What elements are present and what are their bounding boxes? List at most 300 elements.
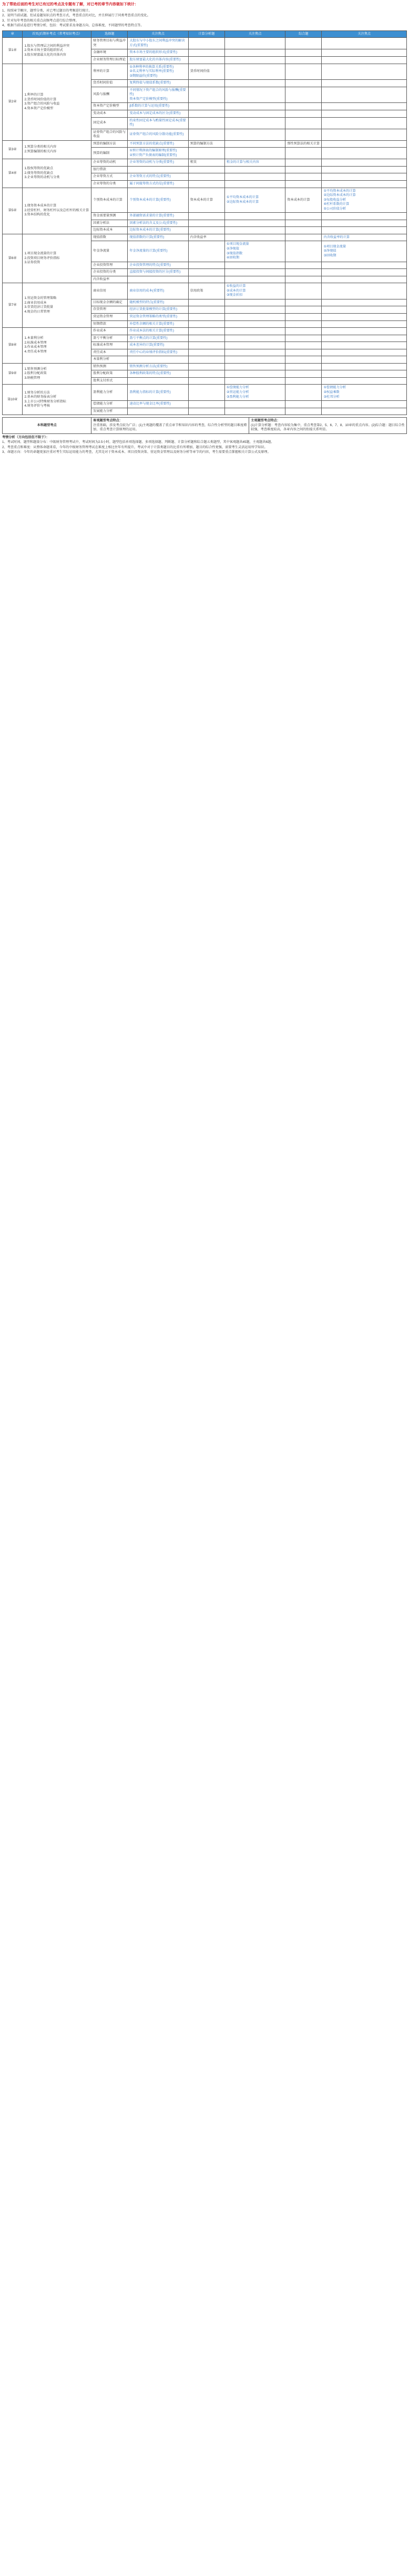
qa-focus-cell: 现值指数的计算(重要性) [128, 234, 188, 241]
qa-focus-cell: 企业筹资的动机与分类(重要性) [128, 159, 188, 167]
summary-objective [91, 418, 249, 434]
comp-label-cell [285, 241, 322, 262]
calc-focus-cell: ①偿债能力分析 ②营运能力分析 ③盈利能力分析 [224, 385, 285, 401]
header-requirement: 首页(后期补考点（常考知识考点） [23, 30, 91, 38]
qa-label-cell: 企业筹资的分类 [91, 180, 128, 188]
comp-label-cell [285, 80, 322, 87]
requirement-cell: 1.财务分析的方法 2.基本的财务报表分析 3.上市公司特殊财务分析指标 4.财务评价与考核 [23, 385, 91, 415]
comp-focus-cell: 内含收益率的计算 [322, 234, 407, 241]
calc-focus-cell [224, 180, 285, 188]
comp-focus-cell [322, 159, 407, 167]
header-comp-label: 综合题 [285, 30, 322, 38]
notes-section [2, 436, 407, 455]
calc-label-cell: 信用政策 [188, 283, 224, 299]
calc-label-cell [188, 103, 224, 110]
header-calc-focus: 关注焦点 [224, 30, 285, 38]
qa-focus-cell: 责任中心的业绩评价指标(重要性) [128, 349, 188, 356]
page [2, 2, 407, 455]
qa-label-cell: 目标现金余额的确定 [91, 299, 128, 306]
requirement-cell: 1.股东与管理层之间的利益冲突 2.资本市场主要的组织形式 3.股东财富最大化的具体内容 [23, 38, 91, 64]
comp-focus-cell [322, 148, 407, 159]
comp-focus-cell [322, 283, 407, 299]
calc-label-cell: 租赁 [188, 159, 224, 167]
qa-focus-cell [128, 377, 188, 385]
comp-focus-cell [322, 110, 407, 117]
calc-focus-cell [224, 80, 285, 87]
calc-label-cell [188, 148, 224, 159]
comp-label-cell [285, 314, 322, 321]
calc-focus-cell: ①收益的计算 ②成本的计算 ③现金折扣 [224, 283, 285, 299]
comp-label-cell [285, 110, 322, 117]
qa-focus-cell: 经济订货批量模型的计算(重要性) [128, 306, 188, 314]
calc-label-cell: 货币时间价值 [188, 64, 224, 80]
exam-topic-table [2, 30, 407, 415]
chapter-cell: 第9章 [3, 363, 23, 385]
qa-label-cell: 销售预测 [91, 363, 128, 370]
comp-label-cell [285, 401, 322, 408]
calc-focus-cell [224, 129, 285, 140]
summary-row [3, 418, 407, 434]
calc-focus-cell [224, 220, 285, 227]
comp-focus-cell [322, 57, 407, 64]
comp-focus-cell [322, 269, 407, 276]
calc-label-cell [188, 173, 224, 181]
comp-label-cell [285, 117, 322, 129]
comp-focus-cell [322, 299, 407, 306]
calc-focus-cell [224, 335, 285, 342]
comp-label-cell [285, 306, 322, 314]
table-row [3, 328, 407, 335]
comp-focus-cell [322, 80, 407, 87]
qa-focus-cell: 不同预算方法的优缺点(重要性) [128, 140, 188, 148]
calc-label-cell [188, 129, 224, 140]
requirement-cell: 1.营运资金的管理策略 2.商业信用成本 3.存货经济订货批量 4.现金的日常管理 [23, 283, 91, 328]
comp-focus-cell [322, 314, 407, 321]
qa-label-cell: 偿债能力分析 [91, 401, 128, 408]
summary-objective-title: 客观题型考点特点： [93, 419, 122, 423]
comp-label-cell [285, 173, 322, 181]
comp-label-cell: 弹性预算法的相关计算 [285, 140, 322, 148]
calc-label-cell [188, 227, 224, 234]
calc-focus-cell [224, 306, 285, 314]
qa-focus-cell [128, 408, 188, 415]
qa-label-cell: 边际资本成本 [91, 227, 128, 234]
calc-focus-cell [224, 370, 285, 378]
comp-label-cell [285, 87, 322, 103]
comp-label-cell [285, 38, 322, 49]
notes-item: 3、命题方向：今年的命题更加注重对考生实际运用能力的考查，尤其是对于资本成本、项目投资决策、营运资金管理以及财务分析等章节的内容，考生需要重点掌握相关计算公式及原理。 [2, 450, 271, 454]
table-row [3, 188, 407, 213]
comp-focus-cell [322, 328, 407, 335]
calc-focus-cell [224, 227, 285, 234]
comp-focus-cell [322, 320, 407, 328]
qa-focus-cell: 复利终值与现值系数(重要性) [128, 80, 188, 87]
qa-focus-cell: 变动成本与固定成本的区分(重要性) [128, 110, 188, 117]
comp-label-cell [285, 349, 322, 356]
comp-label-cell [285, 299, 322, 306]
intro-item: 3、针对每年考查的相关重点高频考点进行综合整理。 [2, 18, 79, 23]
calc-label-cell [188, 276, 224, 283]
table-body [3, 38, 407, 415]
qa-label-cell: 预算的编制 [91, 148, 128, 159]
calc-label-cell [188, 320, 224, 328]
notes-item: 2、考查重点和难度：从整体命题来看，今年的中级财务管理考试在难度上相比往年有所提升，考试中对于计算类题目的比重有所增加，题目的综合性更强，需要考生灵活运用所学知识。 [2, 445, 268, 449]
calc-focus-cell [224, 320, 285, 328]
comp-focus-cell [322, 64, 407, 80]
calc-focus-cell [224, 328, 285, 335]
header-calc-label: 计算分析题 [188, 30, 224, 38]
calc-label-cell [188, 269, 224, 276]
calc-focus-cell [224, 377, 285, 385]
comp-label-cell [285, 213, 322, 220]
calc-focus-cell [224, 166, 285, 173]
table-row [3, 64, 407, 80]
qa-focus-cell: 年金净流量的计算(重要性) [128, 241, 188, 262]
calc-focus-cell [224, 213, 285, 220]
table-row [3, 234, 407, 241]
comp-label-cell [285, 180, 322, 188]
notes-title: 考情分析（方向包括但不限于）： [2, 435, 49, 439]
comp-focus-cell [322, 401, 407, 408]
comp-label-cell [285, 227, 322, 234]
qa-focus-cell [128, 276, 188, 283]
qa-focus-cell: ①预计利润表的编制原理(重要性) ②预计资产负债表的编制(重要性) [128, 148, 188, 159]
comp-focus-cell [322, 173, 407, 181]
calc-focus-cell [224, 363, 285, 370]
comp-label-cell [285, 320, 322, 328]
chapter-cell: 第4章 [3, 159, 23, 188]
calc-focus-cell [224, 57, 285, 64]
intro-item: 4、根据当前试卷进行考情分析，包括：考试要求及命题方向、总体难度、不同题型的考查特点等。 [2, 24, 144, 28]
calc-focus-cell [224, 140, 285, 148]
qa-focus-cell: 证券资产组合的风险分散功能(重要性) [128, 129, 188, 140]
qa-focus-cell: 企业投资管理的特点(重要性) [128, 262, 188, 269]
comp-label-cell [285, 408, 322, 415]
comp-focus-cell [322, 117, 407, 129]
qa-focus-cell: 销售预测分析方法(重要性) [128, 363, 188, 370]
calc-focus-cell: ①项目现金流量 ②净现值 ③现值指数 ④回收期 [224, 241, 285, 262]
comp-label-cell [285, 103, 322, 110]
comp-label-cell [285, 385, 322, 401]
comp-focus-cell [322, 87, 407, 103]
calc-label-cell [188, 314, 224, 321]
qa-focus-cell: 成本差异的计算(重要性) [128, 342, 188, 349]
qa-label-cell: 盈亏平衡分析 [91, 335, 128, 342]
qa-focus-cell: 资本市场主要的组织形式(重要性) [128, 49, 188, 57]
requirement-cell: 1.预算分类的相关内容 2.预算编制的相关内容 [23, 140, 91, 159]
qa-focus-cell: 边际资本成本的计算(重要性) [128, 227, 188, 234]
summary-subjective-title: 主观题型考点特点： [251, 419, 280, 423]
comp-label-cell [285, 328, 322, 335]
summary-label: 本科题型考点 [3, 418, 91, 434]
qa-label-cell: 银行借款 [91, 166, 128, 173]
table-row [3, 363, 407, 370]
comp-focus-cell [322, 377, 407, 385]
header-comp-focus: 关注焦点 [322, 30, 407, 38]
qa-label-cell: 短期借款 [91, 320, 128, 328]
comp-label-cell [285, 342, 322, 349]
table-row [3, 283, 407, 299]
comp-label-cell [285, 335, 322, 342]
calc-label-cell [188, 262, 224, 269]
comp-focus-cell: ①平均资本成本的计算 ②边际资本成本的计算 ③每股收益分析 ④杠杆系数的计算 ⑤公司价值分析 [322, 188, 407, 213]
qa-label-cell: 内含收益率 [91, 276, 128, 283]
calc-focus-cell [224, 173, 285, 181]
intro-item: 2、说明当前试题，但试卷题知识点的考查方式，考查重点的对比，并且伸展行了同类考查重点的变化。 [2, 14, 150, 18]
calc-label-cell [188, 110, 224, 117]
qa-label-cell: 企业筹资的动机 [91, 159, 128, 167]
calc-label-cell [188, 349, 224, 356]
calc-focus-cell [224, 64, 285, 80]
page-headline: 为了帮助后面的考生对已有过的考点及专题有了解，对已考的章节内容做如下统计： [2, 3, 138, 6]
qa-focus-cell: 股东财富最大化的具体内容(重要性) [128, 57, 188, 64]
calc-focus-cell [224, 38, 285, 49]
comp-focus-cell [322, 166, 407, 173]
requirement-cell: 1.债务资本成本的计算 2.经营杠杆、财务杠杆以及总杠杆的相关计算 3.资本结构的优化 [23, 188, 91, 234]
calc-focus-cell [224, 314, 285, 321]
qa-focus-cell: 速动比率与现金比率(重要性) [128, 401, 188, 408]
calc-focus-cell [224, 234, 285, 241]
qa-label-cell: 证券资产组合的风险与收益 [91, 129, 128, 140]
table-row [3, 385, 407, 401]
comp-label-cell [285, 64, 322, 80]
comp-focus-cell [322, 227, 407, 234]
comp-label-cell: 资本成本的计算 [285, 188, 322, 213]
qa-focus-cell: 因素分析法的含义及公式(重要性) [128, 220, 188, 227]
summary-table [2, 417, 407, 434]
qa-focus-cell: β系数的计算与运用(重要性) [128, 103, 188, 110]
calc-label-cell [188, 401, 224, 408]
qa-focus-cell: 各种股利政策的特点(重要性) [128, 370, 188, 378]
qa-label-cell: 股利支付形式 [91, 377, 128, 385]
qa-label-cell: 本量利分析 [91, 356, 128, 364]
comp-label-cell [285, 276, 322, 283]
comp-label-cell [285, 262, 322, 269]
qa-focus-cell: 盈亏平衡点的计算(重要性) [128, 335, 188, 342]
chapter-cell: 第10章 [3, 385, 23, 415]
comp-focus-cell [322, 140, 407, 148]
qa-focus-cell [128, 356, 188, 364]
qa-label-cell: 风险与报酬 [91, 87, 128, 103]
calc-label-cell [188, 80, 224, 87]
comp-label-cell [285, 220, 322, 227]
comp-focus-cell [322, 363, 407, 370]
calc-focus-cell: 租金的计算与相关内容 [224, 159, 285, 167]
qa-focus-cell [128, 166, 188, 173]
qa-focus-cell: 营运资金管理策略的类型(重要性) [128, 314, 188, 321]
calc-label-cell: 资本成本的计算 [188, 188, 224, 213]
calc-label-cell [188, 385, 224, 401]
qa-focus-cell: 属于间接筹资方式的是(重要性) [128, 180, 188, 188]
qa-focus-cell: 不同情况下资产组合的风险与报酬(重要性) 资本资产定价模型(重要性) [128, 87, 188, 103]
chapter-cell: 第5章 [3, 188, 23, 234]
calc-label-cell [188, 328, 224, 335]
qa-label-cell: 资本资产定价模型 [91, 103, 128, 110]
comp-focus-cell: ①偿债能力分析 ②权益乘数 ③杜邦分析 [322, 385, 407, 401]
chapter-cell: 第2章 [3, 64, 23, 140]
comp-focus-cell [322, 349, 407, 356]
qa-label-cell: 发展能力分析 [91, 408, 128, 415]
table-header-row [3, 30, 407, 38]
comp-focus-cell [322, 49, 407, 57]
calc-label-cell: 内含收益率 [188, 234, 224, 241]
comp-label-cell [285, 57, 322, 64]
qa-label-cell: 责任成本 [91, 349, 128, 356]
qa-label-cell: 货币时间价值 [91, 80, 128, 87]
qa-label-cell: 金融环境 [91, 49, 128, 57]
comp-label-cell [285, 166, 322, 173]
comp-focus-cell [322, 220, 407, 227]
calc-label-cell [188, 408, 224, 415]
qa-focus-cell: 大股东与中小股东之间利益冲突的解决方式(重要性) [128, 38, 188, 49]
comp-label-cell [285, 159, 322, 167]
requirement-cell: 1.利率的计算 2.货币时间价值的计算 3.资产组合的风险与收益 4.资本资产定价模型 [23, 64, 91, 140]
qa-focus-cell: 作业成本法的相关计算(重要性) [128, 328, 188, 335]
calc-label-cell [188, 241, 224, 262]
intro-item: 1、按照章节顺序，题型分类，对已考过题目的考频进行统计。 [2, 8, 92, 13]
calc-focus-cell [224, 408, 285, 415]
qa-label-cell: 企业投资的分类 [91, 269, 128, 276]
qa-label-cell: 固定成本 [91, 117, 128, 129]
calc-focus-cell [224, 276, 285, 283]
calc-focus-cell [224, 269, 285, 276]
qa-label-cell: 标准成本管理 [91, 342, 128, 349]
calc-focus-cell [224, 148, 285, 159]
comp-focus-cell [322, 335, 407, 342]
qa-label-cell: 营运资金管理 [91, 314, 128, 321]
header-qa-label: 选择题 [91, 30, 128, 38]
comp-focus-cell [322, 38, 407, 49]
comp-focus-cell [322, 180, 407, 188]
qa-label-cell: 年金净流量 [91, 241, 128, 262]
summary-subjective-text: (1)计算分析题：考查内容较为集中，重点考查第2、5、6、7、8、10章的重点内容。(2)综合题：题目综合性较强，考查难度较高，各章内容之间的衔接关系明显。 [251, 423, 405, 432]
calc-label-cell [188, 220, 224, 227]
calc-focus-cell [224, 117, 285, 129]
calc-label-cell [188, 335, 224, 342]
calc-label-cell [188, 117, 224, 129]
comp-focus-cell [322, 370, 407, 378]
calc-label-cell [188, 87, 224, 103]
summary-subjective [249, 418, 407, 434]
comp-focus-cell [322, 342, 407, 349]
calc-label-cell [188, 49, 224, 57]
comp-label-cell [285, 283, 322, 299]
comp-focus-cell: ①项目现金流量 ②净现值 ③回收期 [322, 241, 407, 262]
qa-focus-cell: 直接投资与间接投资的区分(重要性) [128, 269, 188, 276]
calc-label-cell [188, 356, 224, 364]
comp-focus-cell [322, 356, 407, 364]
comp-focus-cell [322, 306, 407, 314]
summary-objective-text: 注重基础，涉及考点较为广泛；(1)主观题的覆盖了重点章节和知识内容的考查，综合性分析型的题目难度增加，重点考查计算原理的运用。 [93, 423, 247, 432]
qa-label-cell: 利率的计算 [91, 64, 128, 80]
chapter-cell: 第8章 [3, 328, 23, 364]
calc-focus-cell [224, 349, 285, 356]
calc-label-cell [188, 377, 224, 385]
qa-label-cell: 现值指数 [91, 234, 128, 241]
calc-focus-cell [224, 299, 285, 306]
intro-list [2, 9, 407, 28]
qa-focus-cell: 外部融资需求量的计算(重要性) [128, 213, 188, 220]
comp-label-cell [285, 356, 322, 364]
comp-label-cell [285, 377, 322, 385]
calc-focus-cell [224, 401, 285, 408]
chapter-cell: 第6章 [3, 234, 23, 283]
comp-focus-cell [322, 103, 407, 110]
comp-focus-cell [322, 262, 407, 269]
table-row [3, 159, 407, 167]
requirement-cell: 1.股权筹资的优缺点 2.债务筹资的优缺点 3.企业筹资的动机与分类 [23, 159, 91, 188]
qa-focus-cell: 补偿性余额的相关计算(重要性) [128, 320, 188, 328]
requirement-cell: 1.项目现金流量的计算 2.投资项目财务评价指标 3.证券投资 [23, 234, 91, 283]
comp-focus-cell [322, 213, 407, 220]
calc-label-cell [188, 166, 224, 173]
qa-focus-cell: 约束性固定成本与酌量性固定成本(重要性) [128, 117, 188, 129]
notes-item: 1、考试时间、题型和题量分布：中级财务管理考试中，考试时间为2.5小时，题型包括单项选择题、多项选择题、判断题、计算分析题和综合题五类题型，其中客观题共45题，主观题共6题。 [2, 440, 274, 444]
table-row [3, 38, 407, 49]
comp-label-cell [285, 129, 322, 140]
calc-focus-cell [224, 49, 285, 57]
chapter-cell: 第3章 [3, 140, 23, 159]
qa-label-cell: 企业筹资方式 [91, 173, 128, 181]
calc-focus-cell [224, 110, 285, 117]
comp-label-cell [285, 234, 322, 241]
comp-label-cell [285, 269, 322, 276]
calc-focus-cell [224, 342, 285, 349]
calc-label-cell [188, 299, 224, 306]
qa-label-cell: 盈利能力分析 [91, 385, 128, 401]
header-qa-focus: 关注焦点 [128, 30, 188, 38]
calc-label-cell [188, 57, 224, 64]
comp-label-cell [285, 148, 322, 159]
qa-label-cell: 因素分析法 [91, 220, 128, 227]
calc-focus-cell [224, 103, 285, 110]
calc-label-cell [188, 38, 224, 49]
qa-label-cell: 变动成本 [91, 110, 128, 117]
header-chapter: 章 [3, 30, 23, 38]
comp-focus-cell [322, 129, 407, 140]
qa-focus-cell: 商业信用的成本(重要性) [128, 283, 188, 299]
qa-focus-cell: 个别资本成本的计算(重要性) [128, 188, 188, 213]
calc-label-cell: 预算的编制方法 [188, 140, 224, 148]
calc-focus-cell [224, 262, 285, 269]
qa-label-cell: 企业投资管理 [91, 262, 128, 269]
comp-label-cell [285, 370, 322, 378]
calc-label-cell [188, 363, 224, 370]
qa-focus-cell: 盈利能力指标的计算(重要性) [128, 385, 188, 401]
qa-label-cell: 预算的编制方法 [91, 140, 128, 148]
qa-focus-cell: 企业筹资方式的特点(重要性) [128, 173, 188, 181]
qa-label-cell: 资金需要量预测 [91, 213, 128, 220]
qa-focus-cell: 随机模型的特点(重要性) [128, 299, 188, 306]
calc-label-cell [188, 370, 224, 378]
comp-focus-cell [322, 276, 407, 283]
qa-label-cell: 财务管理目标与利益冲突 [91, 38, 128, 49]
table-row [3, 140, 407, 148]
qa-label-cell: 企业财务管理目标理论 [91, 57, 128, 64]
qa-label-cell: 商业信用 [91, 283, 128, 299]
calc-focus-cell [224, 87, 285, 103]
calc-focus-cell [224, 356, 285, 364]
chapter-cell: 第1章 [3, 38, 23, 64]
qa-label-cell: 存货管理 [91, 306, 128, 314]
comp-label-cell [285, 49, 322, 57]
calc-label-cell [188, 180, 224, 188]
comp-focus-cell [322, 408, 407, 415]
qa-focus-cell: ①各种利率的换算关系(重要性) ②名义利率与实际利率(重要性) ③期限溢价(重要性) [128, 64, 188, 80]
qa-label-cell: 作业成本 [91, 328, 128, 335]
requirement-cell: 1.本量利分析 2.标准成本管理 3.作业成本管理 4.责任成本管理 [23, 328, 91, 364]
calc-label-cell [188, 342, 224, 349]
